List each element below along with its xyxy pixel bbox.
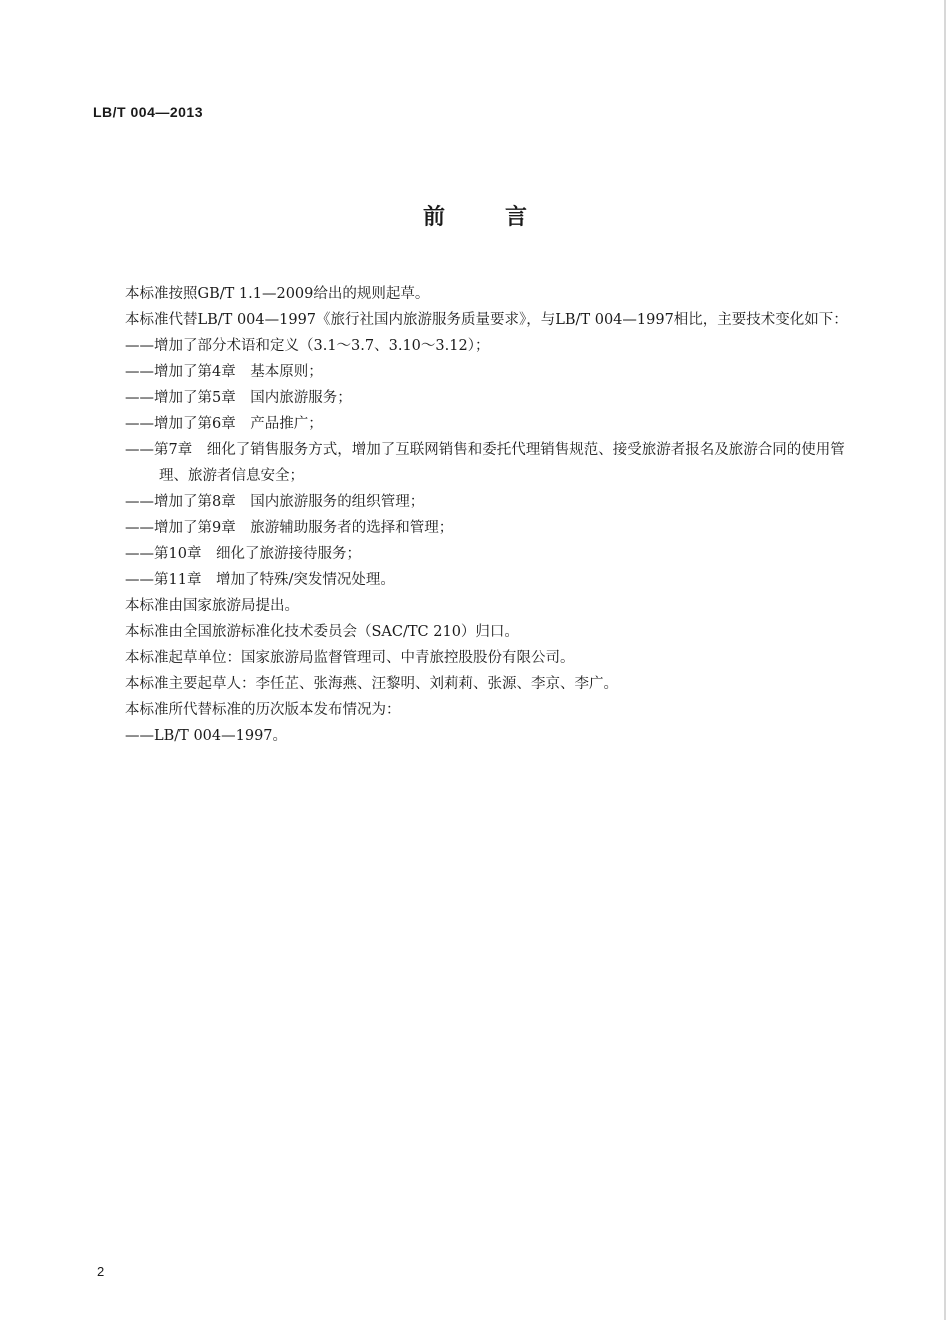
closing-paragraph: 本标准由国家旅游局提出。 xyxy=(125,598,299,614)
closing-paragraph: 本标准所代替标准的历次版本发布情况为： xyxy=(125,702,401,718)
history-item: ——LB/T 004—1997。 xyxy=(125,728,288,744)
closing-paragraph: 本标准由全国旅游标准化技术委员会（SAC/TC 210）归口。 xyxy=(125,624,519,640)
change-item: ——增加了第8章 国内旅游服务的组织管理； xyxy=(125,494,425,510)
intro-paragraph: 本标准代替LB/T 004—1997《旅行社国内旅游服务质量要求》，与LB/T 004—1997相比，主要技术变化如下： xyxy=(125,312,848,328)
page-number: 2 xyxy=(97,1264,105,1279)
change-item: ——增加了第9章 旅游辅助服务者的选择和管理； xyxy=(125,520,454,536)
foreword-body xyxy=(93,281,851,749)
document-code: LB/T 004—2013 xyxy=(93,104,203,120)
change-item: ——第7章 细化了销售服务方式，增加了互联网销售和委托代理销售规范、接受旅游者报名及旅游合同的使用管理、旅游者信息安全； xyxy=(125,442,845,484)
closing-paragraph: 本标准起草单位：国家旅游局监督管理司、中青旅控股股份有限公司。 xyxy=(125,650,575,666)
closing-paragraph: 本标准主要起草人：李任芷、张海燕、汪黎明、刘莉莉、张源、李京、李广。 xyxy=(125,676,618,692)
change-item: ——第11章 增加了特殊/突发情况处理。 xyxy=(125,572,395,588)
page-edge-line xyxy=(944,0,946,1320)
change-item: ——增加了第5章 国内旅游服务； xyxy=(125,390,352,406)
change-item: ——增加了部分术语和定义（3.1～3.7、3.10～3.12）； xyxy=(125,338,490,354)
change-item: ——第10章 细化了旅游接待服务； xyxy=(125,546,361,562)
change-item: ——增加了第6章 产品推广； xyxy=(125,416,323,432)
intro-paragraph: 本标准按照GB/T 1.1—2009给出的规则起草。 xyxy=(125,286,430,302)
page-title: 前言 xyxy=(422,205,587,230)
change-item: ——增加了第4章 基本原则； xyxy=(125,364,323,380)
